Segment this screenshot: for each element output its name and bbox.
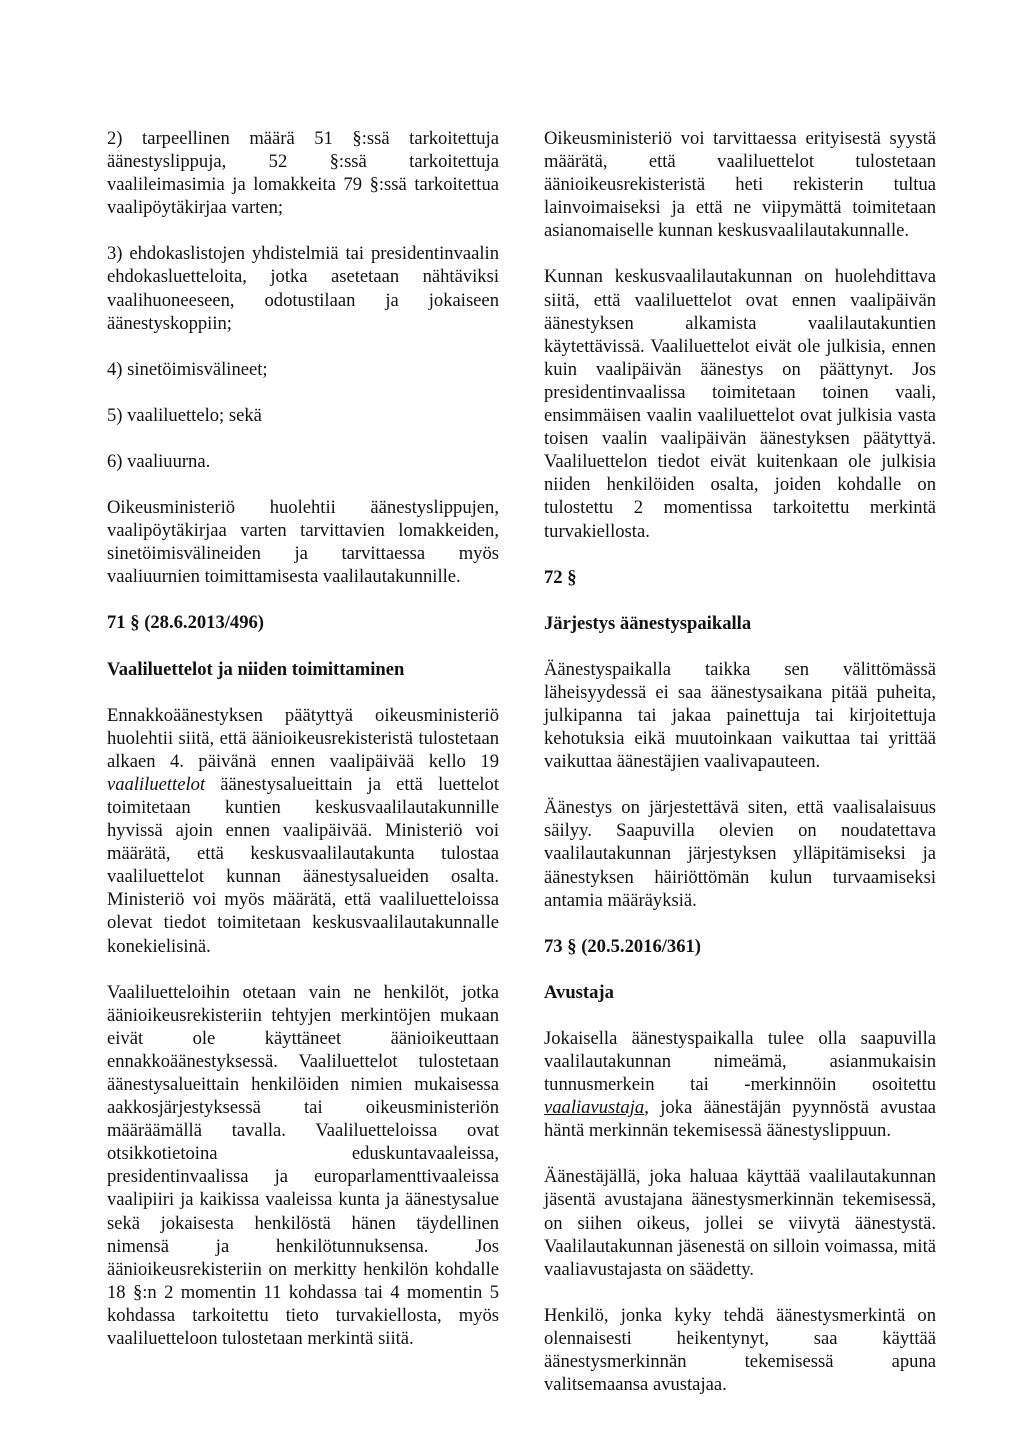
s71-p1-italic-term: vaaliluettelot [107,773,206,795]
left-column [107,127,499,1373]
list-item-6: 6) vaaliuurna. [107,450,211,472]
section-71-number: 71 § (28.6.2013/496) [107,612,265,634]
list-item-3: 3) ehdokaslistojen yhdistelmiä tai presidentinvaalin ehdokasluetteloita, jotka asetetaan nähtäviksi vaalihuoneeseen, odotustilaan ja jokaiseen äänestyskoppiin; [107,243,499,334]
ministry-paragraph: Oikeusministeriö huolehtii äänestyslippujen, vaalipöytäkirjaa varten tarvittavien lomakkeiden, sinetöimisvälineiden ja tarvittaessa myös vaaliuurnien toimittamisesta vaalilautakunnille. [107,497,499,588]
section-71-paragraph-2: Vaaliluetteloihin otetaan vain ne henkilöt, jotka äänioikeusrekisteriin tehtyjen merkintöjen mukaan eivät ole käyttäneet äänioikeuttaan ennakkoäänestyksessä. Vaaliluettelot tulostetaan äänestysalueittain henkilöiden nimien mukaisessa aakkosjärjestyksessä tai oikeusministeriön määräämällä tavalla. Vaaliluetteloissa ovat otsikkotietoina eduskuntavaaleissa, presidentinvaalissa ja europarlamenttivaaleissa vaalipiiri ja kaikissa vaaleissa kunta ja äänestysalue sekä jokaisesta henkilöstä hänen täydellinen nimensä ja henkilötunnuksensa. Jos äänioikeusrekisteriin on merkitty henkilön kohdalle 18 §:n 2 momentin 11 kohdassa tai 4 momentin 5 kohdassa tarkoitettu tieto turvakiellosta, myös vaaliluetteloon tulostetaan merkintä siitä. [107,981,499,1350]
list-item-4: 4) sinetöimisvälineet; [107,358,268,380]
section-73-paragraph-3: Henkilö, jonka kyky tehdä äänestysmerkintä on olennaisesti heikentynyt, saa käyttää äänestysmerkinnän tekemisessä apuna valitsemaansa avustajaa. [544,1304,936,1396]
section-72-paragraph-2: Äänestys on järjestettävä siten, että vaalisalaisuus säilyy. Saapuvilla olevien on noudatettava vaalilautakunnan järjestyksen ylläpitämiseksi ja äänestyksen häiriöttömän kulun turvaamiseksi antamia määräyksiä. [544,797,936,911]
section-71-paragraph-4: Kunnan keskusvaalilautakunnan on huolehdittava siitä, että vaaliluettelot ovat ennen vaalipäivän äänestyksen alkamista vaalilautakuntien käytettävissä. Vaaliluettelot eivät ole julkisia, ennen kuin vaalipäivän äänestys on päättynyt. Jos presidentinvaalissa toimitetaan toinen vaali, ensimmäisen vaalin vaaliluettelot ovat julkisia vasta toisen vaalin vaalipäivän äänestyksen päätyttyä. Vaaliluettelon tiedot eivät kuitenkaan ole julkisia niiden henkilöiden osalta, joiden kohdalle on tulostettu 2 momentissa tarkoitettu merkintä turvakiellosta. [544,266,936,542]
s73-p1-italic-term: vaaliavustaja [544,1097,645,1119]
right-column [544,127,936,1419]
section-73-paragraph-2: Äänestäjällä, joka haluaa käyttää vaalilautakunnan jäsentä avustajana äänestysmerkinnän tekemisessä, on siihen oikeus, jollei se viivytä äänestystä. Vaalilautakunnan jäsenestä on silloin voimassa, mitä vaaliavustajasta on säädetty. [544,1166,936,1280]
section-72-title: Järjestys äänestyspaikalla [544,612,752,634]
section-72-number: 72 § [544,566,577,588]
list-item-2: 2) tarpeellinen määrä 51 §:ssä tarkoitettuja äänestyslippuja, 52 §:ssä tarkoitettuja vaalileimasimia ja lomakkeita 79 §:ssä tarkoitettua vaalipöytäkirjaa varten; [107,128,499,219]
s73-p1-text-b: , joka äänestäjän pyynnöstä avustaa häntä merkinnän tekemisessä äänestyslippuun. [544,1097,936,1142]
section-71-title: Vaaliluettelot ja niiden toimittaminen [107,658,405,680]
s71-p1-text-a: Ennakkoäänestyksen päätyttyä oikeusministeriö huolehtii siitä, että äänioikeusrekisteristä tulostetaan alkaen 4. päivänä ennen vaalipäivää kello 19 [107,704,499,772]
section-72-paragraph-1: Äänestyspaikalla taikka sen välittömässä läheisyydessä ei saa äänestysaikana pitää puheita, julkipanna tai jakaa painettuja tai kirjoitettuja kehotuksia eikä muutoinkaan vaikuttaa tai yrittää vaikuttaa äänestäjien vaalivapauteen. [544,658,936,773]
section-73-paragraph-1 [544,1027,936,1142]
section-73-number: 73 § (20.5.2016/361) [544,935,702,957]
section-73-title: Avustaja [544,981,614,1003]
section-71-paragraph-3: Oikeusministeriö voi tarvittaessa erityisestä syystä määrätä, että vaaliluettelot tulostetaan äänioikeusrekisteristä heti rekisterin tultua lainvoimaiseksi ja että ne viipymättä toimitetaan asianomaiselle kunnan keskusvaalilautakunnalle. [544,128,936,242]
section-71-paragraph-1 [107,704,499,958]
s71-p1-text-b: äänestysalueittain ja että luettelot toimitetaan kuntien keskusvaalilautakunnille hyvissä ajoin ennen vaalipäivää. Ministeriö voi määrätä, että keskusvaalilautakunta tulostaa vaaliluettelot kunnan äänestysalueiden osalta. Ministeriö voi myös määrätä, että vaaliluetteloissa olevat tiedot toimitetaan keskusvaalilautakunnalle konekielisinä. [107,773,499,957]
s73-p1-text-a: Jokaisella äänestyspaikalla tulee olla saapuvilla vaalilautakunnan nimeämä, asianmukaisin tunnusmerkein tai -merkinnöin osoitettu [544,1027,936,1096]
list-item-5: 5) vaaliluettelo; sekä [107,404,262,426]
